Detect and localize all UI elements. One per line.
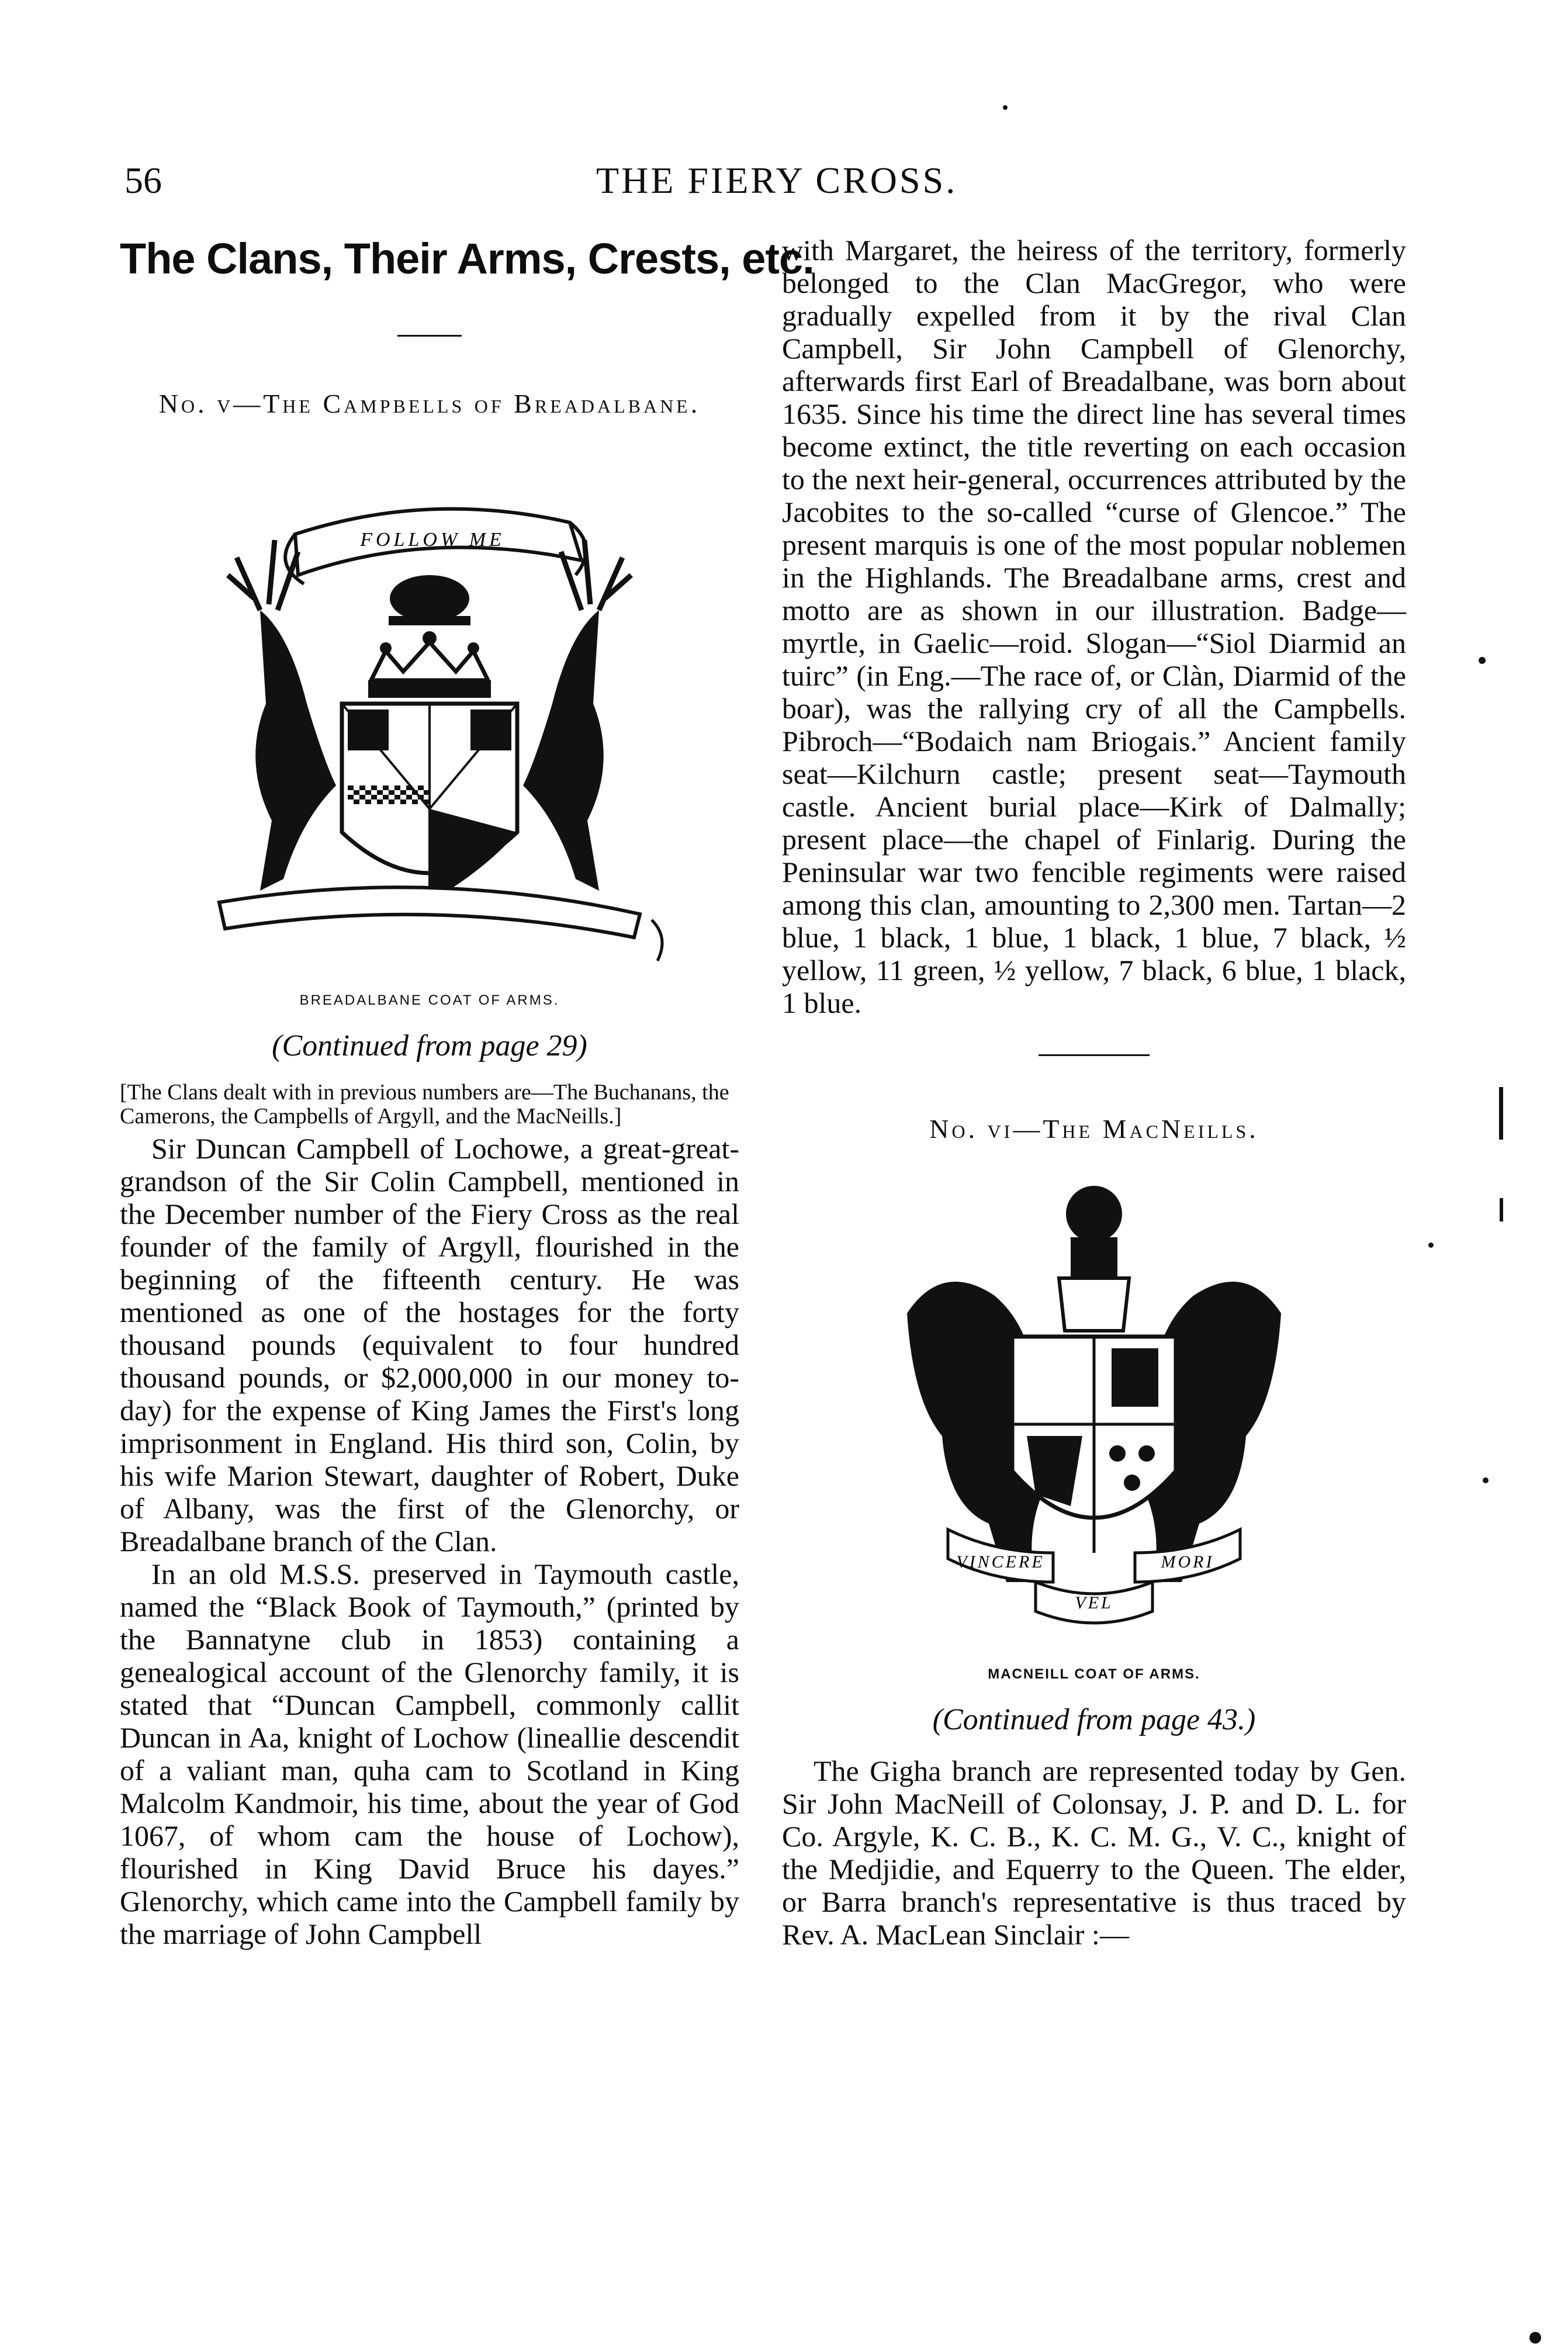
motto-vincere: VINCERE xyxy=(956,1552,1045,1572)
figure-caption-macneill: MACNEILL COAT OF ARMS. xyxy=(988,1666,1200,1682)
left-column xyxy=(120,234,814,1950)
margin-speck xyxy=(1003,105,1008,110)
margin-speck xyxy=(1529,2332,1541,2344)
paragraph-black-book: In an old M.S.S. preserved in Taymouth castle, named the “Black Book of Taymouth,” (printed by the Bannatyne club in 1853) containing a genealogical account of the Glenorchy family, it is stated that “Duncan Campbell, commonly callit Duncan in Aa, knight of Lochow (lineallie descendit of a valiant man, quha cam to Scotland in King Malcolm Kandmoir, his time, about the year of God 1067, of whom cam the house of Lochow), flourished in King David Bruce his dayes.” Glenorchy, which came into the Campbell family by the marriage of John Campbell xyxy=(120,1558,739,1950)
continued-note-left: (Continued from page 29) xyxy=(272,1029,587,1062)
title-rule xyxy=(397,335,462,337)
paragraph-sir-duncan: Sir Duncan Campbell of Lochowe, a great-great-grandson of the Sir Colin Campbell, mentioned in the December number of the Fiery Cross as the real founder of the family of Argyll, flourished in the beginning of the fifteenth century. He was mentioned as one of the hostages for the forty thousand pounds (equivalent to four hundred thousand pounds, or $2,000,000 in our money to-day) for the expense of King James the First's long imprisonment in England. His third son, Colin, by his wife Marion Stewart, daughter of Robert, Duke of Albany, was the first of the Glenorchy, or Breadalbane branch of the Clan. xyxy=(120,1132,739,1558)
margin-mark xyxy=(1500,1198,1503,1221)
paragraph-glenorchy-continued: with Margaret, the heiress of the territory, formerly belonged to the Clan MacGregor, who were gradually expelled from it by the rival Clan Campbell, Sir John Campbell of Glenorchy, afterwards first Earl of Breadalbane, was born about 1635. Since his time the direct line has several times become extinct, the title reverting on each occasion to the next heir-general, occurrences attributed by the Jacobites to the so-called “curse of Glencoe.” The present marquis is one of the most popular noblemen in the Highlands. The Breadalbane arms, crest and motto are as shown in our illustration. Badge—myrtle, in Gaelic—roid. Slogan—“Siol Diarmid an tuirc” (in Eng.—The race of, or Clàn, Diarmid of the boar), was the rallying cry of all the Campbells. Pibroch—“Bodaich nam Briogais.” Ancient family seat—Kilchurn castle; present seat—Taymouth castle. Ancient burial place—Kirk of Dalmally; present place—the chapel of Finlarig. During the Peninsular war two fencible regiments were raised among this clan, amounting to 2,300 men. Tartan—2 blue, 1 black, 1 blue, 1 black, 1 blue, 7 black, ½ yellow, 11 green, ½ yellow, 7 black, 6 blue, 1 black, 1 blue. xyxy=(782,234,1406,1019)
margin-speck xyxy=(1479,657,1486,664)
motto-mori: MORI xyxy=(1161,1552,1214,1572)
paragraph-gigha-branch: The Gigha branch are represented today by Gen. Sir John MacNeill of Colonsay, J. P. and D. L. for Co. Argyle, K. C. B., K. C. M. G., V. C., knight of the Medjidie, and Equerry to the Queen. The elder, or Barra branch's representative is thus traced by Rev. A. MacLean Sinclair :— xyxy=(782,1754,1406,1951)
motto-follow-me: FOLLOW ME xyxy=(360,529,505,551)
breadalbane-coat-of-arms xyxy=(172,458,687,972)
running-title: THE FIERY CROSS. xyxy=(596,160,958,201)
editorial-note: [The Clans dealt with in previous numbers are—The Buchanans, the Camerons, the Campbells of Argyll, and the MacNeills.] xyxy=(120,1080,729,1129)
margin-speck xyxy=(1428,1243,1434,1248)
margin-speck xyxy=(1483,1477,1489,1483)
section-heading-macneills: No. vi—The MacNeills. xyxy=(929,1114,1259,1144)
section-heading-campbells: No. v—The Campbells of Breadalbane. xyxy=(158,389,701,418)
section-rule xyxy=(1039,1054,1150,1056)
right-column xyxy=(782,234,1406,1951)
macneill-coat-of-arms xyxy=(860,1179,1328,1646)
margin-mark xyxy=(1499,1087,1503,1140)
article-title: The Clans, Their Arms, Crests, etc. xyxy=(120,234,814,283)
continued-note-right: (Continued from page 43.) xyxy=(932,1703,1256,1736)
figure-caption-breadalbane: BREADALBANE COAT OF ARMS. xyxy=(299,992,560,1008)
page-number: 56 xyxy=(124,160,162,201)
motto-vel: VEL xyxy=(1075,1593,1113,1612)
